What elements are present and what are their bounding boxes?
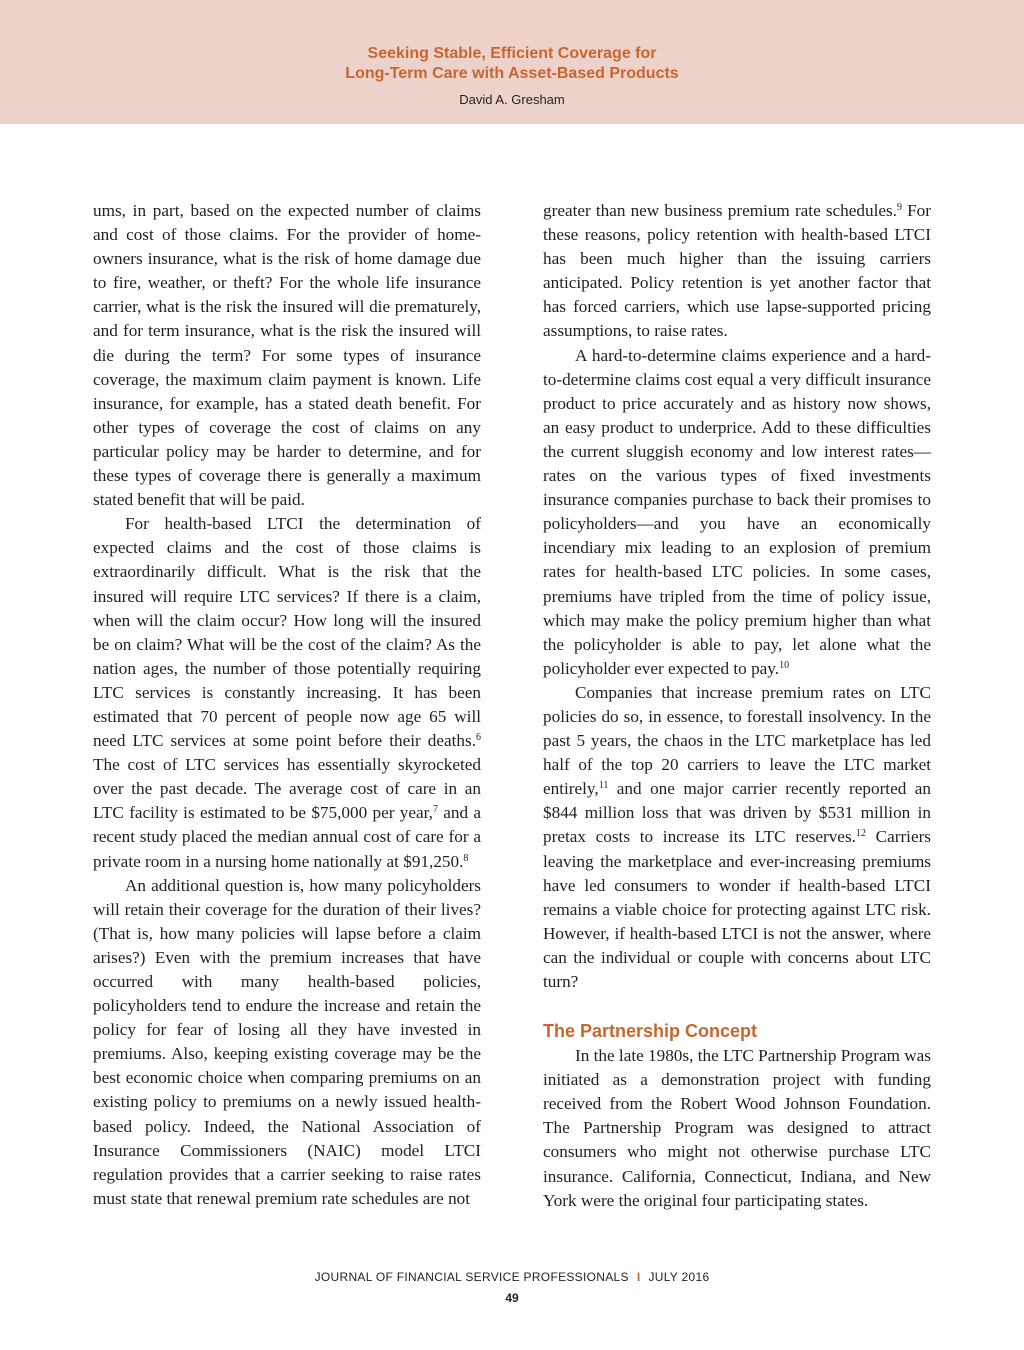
paragraph: [543, 681, 931, 994]
paragraph-text: greater than new business premium rate schedules.: [543, 201, 897, 220]
paragraph: [543, 344, 931, 681]
footnote-ref: 12: [855, 828, 866, 840]
paragraph-text: For these reasons, policy retention with health-based LTCI has been much higher than the issuing carriers anticipated. Policy retention is yet another factor that has forced carriers, which use lapse-supported pricing assumptions, to raise rates.: [543, 201, 931, 341]
paragraph: An additional question is, how many policyholders will retain their coverage for the duration of their lives? (That is, how many policies will lapse before a claim arises?) Even with the premium increases that have occurred with many health-based policies, policyholders tend to endure the increase and retain the policy for fear of losing all they have invested in premiums. Also, keeping existing coverage may be the best economic choice when comparing premiums on an existing policy to premiums on a newly issued health-based policy. Indeed, the National Association of Insurance Commissioners (NAIC) model LTCI regulation provides that a carrier seeking to raise rates must state that renewal premium rate schedules are not: [93, 875, 481, 1208]
paragraph: [543, 199, 931, 344]
footnote-ref: 6: [476, 732, 481, 744]
footnote-ref: 7: [432, 804, 438, 816]
paragraph-text: and a recent study placed the median annual cost of care for a private room in a nursing home nationally at $91,250.: [93, 803, 481, 871]
paragraph-text: and one major carrier recently reported an $844 million loss that was driven by $531 million in pretax costs to increase its LTC reserves.: [543, 779, 931, 847]
issue-date: JULY 2016: [648, 1270, 710, 1284]
article-title: [0, 44, 1024, 84]
page-footer: [0, 1270, 1024, 1285]
journal-name: JOURNAL OF FINANCIAL SERVICE PROFESSIONALS: [314, 1270, 629, 1284]
paragraph-text: The cost of LTC services has essentially skyrocketed over the past decade. The average cost of care in an LTC facility is estimated to be $75,000 per year,: [93, 755, 481, 823]
footnote-ref: 11: [598, 780, 609, 792]
article-title-line-2: Long-Term Care with Asset-Based Products: [345, 65, 679, 82]
page-header-band: [0, 0, 1024, 124]
paragraph-text: A hard-to-determine claims experience and a hard-to-determine claims cost equal a very difficult insurance product to price accurately and as history now shows, an easy product to underprice. Add to these difficulties the current sluggish economy and low interest rates—rates on the various types of fixed investments insurance companies purchase to back their promises to policyholders—and you have an economically incendiary mix leading to an explosion of premium rates for health-based LTC policies. In some cases, premiums have tripled from the time of policy issue, which may make the policy premium higher than what the policyholder is able to pay, let alone what the policyholder ever expected to pay.: [543, 345, 931, 678]
article-author: David A. Gresham: [459, 92, 565, 107]
footnote-ref: 10: [779, 659, 790, 671]
footer-separator: I: [636, 1270, 641, 1284]
page-number: 49: [505, 1291, 519, 1305]
footnote-ref: 9: [896, 202, 902, 213]
paragraph-text: Companies that increase premium rates on LTC policies do so, in essence, to forestall insolvency. In the past 5 years, the chaos in the LTC marketplace has led half of the top 20 carriers to leave the LTC market entirely,: [543, 682, 931, 799]
paragraph: [93, 512, 481, 873]
left-column: [93, 199, 481, 1211]
section-heading: The Partnership Concept: [543, 1021, 758, 1042]
paragraph-text: Carriers leaving the marketplace and ever-increasing premiums have led consumers to wonder if health-based LTCI remains a viable choice for protecting against LTC risk. However, if health-based LTCI is not the answer, where can the individual or couple with concerns about LTC turn?: [543, 827, 931, 991]
paragraph: In the late 1980s, the LTC Partnership Program was initiated as a demonstration project with funding received from the Robert Wood Johnson Foundation. The Partnership Program was designed to attract consumers who might not otherwise purchase LTC insurance. California, Connecticut, Indiana, and New York were the original four participating states.: [543, 1046, 931, 1210]
paragraph-text: For health-based LTCI the determination of expected claims and the cost of those claims is extraordinarily difficult. What is the risk that the insured will require LTC services? If there is a claim, when will the claim occur? How long will the insured be on claim? What will be the cost of the claim? As the nation ages, the number of those potentially requiring LTC services is constantly increasing. It has been estimated that 70 percent of people now age 65 will need LTC services at some point before their deaths.: [93, 514, 481, 751]
right-column: [543, 199, 931, 1213]
article-title-line-1: Seeking Stable, Efficient Coverage for: [367, 45, 657, 62]
paragraph: ums, in part, based on the expected number of claims and cost of those claims. For the provider of home-owners insurance, what is the risk of home damage due to fire, weather, or theft? For the whole life insurance carrier, what is the risk the insured will die prematurely, and for term insurance, what is the risk the insured will die during the term? For some types of insurance coverage, the maximum claim payment is known. Life insurance, for example, has a stated death benefit. For other types of coverage the cost of claims on any particular policy may be harder to determine, and for these types of coverage there is generally a maximum stated benefit that will be paid.: [93, 201, 481, 510]
footnote-ref: 8: [463, 852, 469, 864]
